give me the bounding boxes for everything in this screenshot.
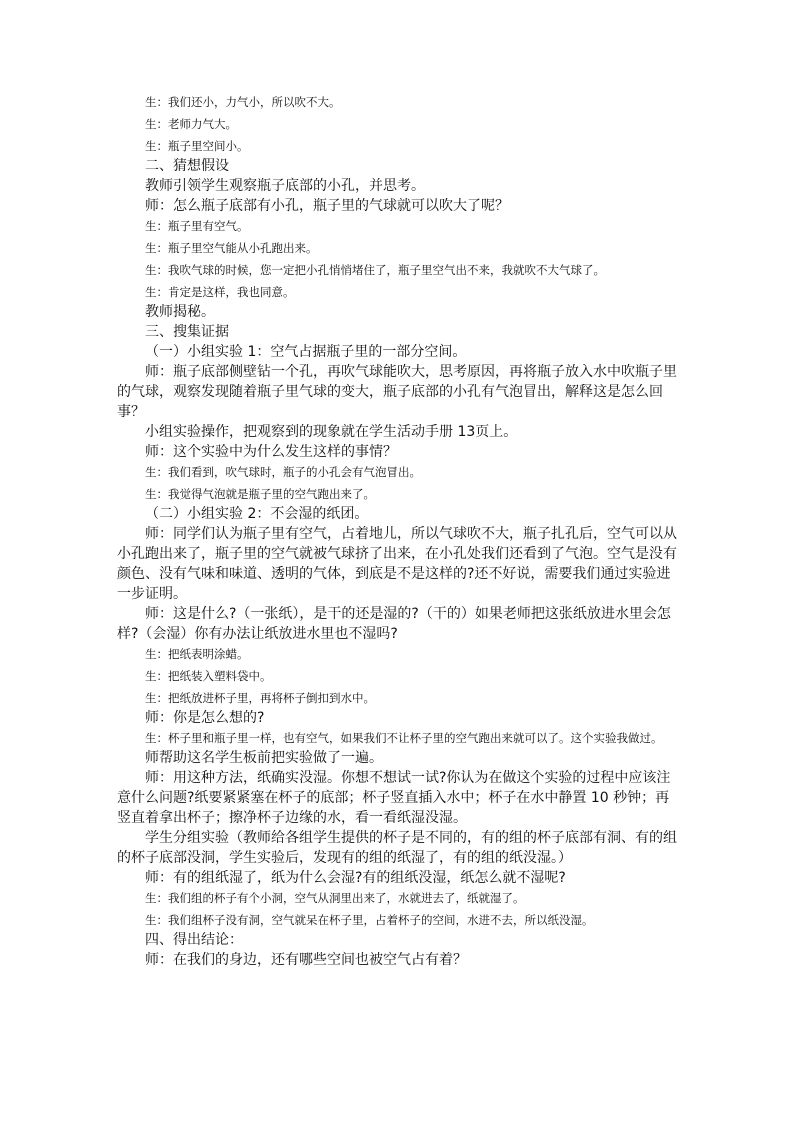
student-answer: 生：瓶子里空间小。 <box>145 139 249 153</box>
student-answer: 生：杯子里和瓶子里一样，也有空气，如果我们不让杯子里的空气跑出来就可以了。这个实验我做过。 <box>145 731 663 745</box>
teacher-question: 师：这是什么?（一张纸），是干的还是湿的?（干的）如果老师把这张纸放进水里会怎样?（会湿）你有办法让纸放进水里也不湿吗? <box>117 606 671 642</box>
teacher-question: 师：在我们的身边，还有哪些空间也被空气占有着？ <box>145 952 467 968</box>
teacher-question: 师：怎么瓶子底部有小孔，瓶子里的气球就可以吹大了呢？ <box>145 198 509 214</box>
subsection-heading: （二）小组实验 2：不会湿的纸团。 <box>145 506 369 522</box>
student-answer: 生：肯定是这样，我也同意。 <box>145 285 295 299</box>
teacher-question: 师：同学们认为瓶子里有空气，占着地儿，所以气球吹不大，瓶子扎孔后，空气可以从小孔跑出来了，瓶子里的空气就被气球挤了出来，在小孔处我们还看到了气泡。空气是没有颜色、没有气味和味道、透明的气体，到底是不是这样的?还不好说，需要我们通过实验进一步证明。 <box>117 526 677 602</box>
paragraph: 师帮助这名学生板前把实验做了一遍。 <box>145 750 383 766</box>
teacher-question: 师：用这种方法，纸确实没湿。你想不想试一试?你认为在做这个实验的过程中应该注意什么问题?纸要紧紧塞在杯子的底部；杯子竖直插入水中；杯子在水中静置 10 秒钟；再竖直着拿出杯子；擦净杯子边缘的水，看一看纸湿没湿。 <box>117 770 671 826</box>
paragraph: 学生分组实验（教师给各组学生提供的杯子是不同的，有的组的杯子底部有洞、有的组的杯子底部没洞，学生实验后，发现有的组的纸湿了，有的组的纸没湿。） <box>117 830 677 866</box>
student-answer: 生：把纸装入塑料袋中。 <box>145 669 272 683</box>
paragraph: 教师引领学生观察瓶子底部的小孔，并思考。 <box>145 178 425 194</box>
student-answer: 生：我吹气球的时候，您一定把小孔悄悄堵住了，瓶子里空气出不来，我就吹不大气球了。 <box>145 263 605 277</box>
student-answer: 生：我们看到，吹气球时，瓶子的小孔会有气泡冒出。 <box>145 465 421 479</box>
paragraph: 教师揭秘。 <box>145 304 215 320</box>
student-answer: 生：把纸放进杯子里，再将杯子倒扣到水中。 <box>145 691 375 705</box>
teacher-question: 师：瓶子底部侧壁钻一个孔，再吹气球能吹大，思考原因，再将瓶子放入水中吹瓶子里的气球，观察发现随着瓶子里气球的变大，瓶子底部的小孔有气泡冒出，解释这是怎么回事？ <box>117 364 677 420</box>
teacher-question: 师：有的组纸湿了，纸为什么会湿?有的组纸没湿，纸怎么就不湿呢? <box>145 870 566 886</box>
section-heading: 四、得出结论： <box>145 932 243 948</box>
student-answer: 生：我们组杯子没有洞，空气就呆在杯子里，占着杯子的空间，水进不去，所以纸没湿。 <box>145 913 594 927</box>
student-answer: 生：我觉得气泡就是瓶子里的空气跑出来了。 <box>145 487 375 501</box>
student-answer: 生：瓶子里有空气。 <box>145 219 249 233</box>
student-answer: 生：老师力气大。 <box>145 117 237 131</box>
document-body <box>117 92 679 970</box>
paragraph: 小组实验操作，把观察到的现象就在学生活动手册 13页上。 <box>145 424 518 440</box>
student-answer: 生：我们组的杯子有个小洞，空气从洞里出来了，水就进去了，纸就湿了。 <box>145 891 525 905</box>
section-heading: 三、搜集证据 <box>145 324 229 340</box>
teacher-question: 师：这个实验中为什么发生这样的事情？ <box>145 444 397 460</box>
section-heading: 二、猜想假设 <box>145 158 229 174</box>
student-answer: 生：把纸表明涂蜡。 <box>145 647 249 661</box>
teacher-question: 师：你是怎么想的? <box>145 710 265 726</box>
student-answer: 生：我们还小，力气小，所以吹不大。 <box>145 95 341 109</box>
subsection-heading: （一）小组实验 1：空气占据瓶子里的一部分空间。 <box>145 344 467 360</box>
student-answer: 生：瓶子里空气能从小孔跑出来。 <box>145 241 318 255</box>
